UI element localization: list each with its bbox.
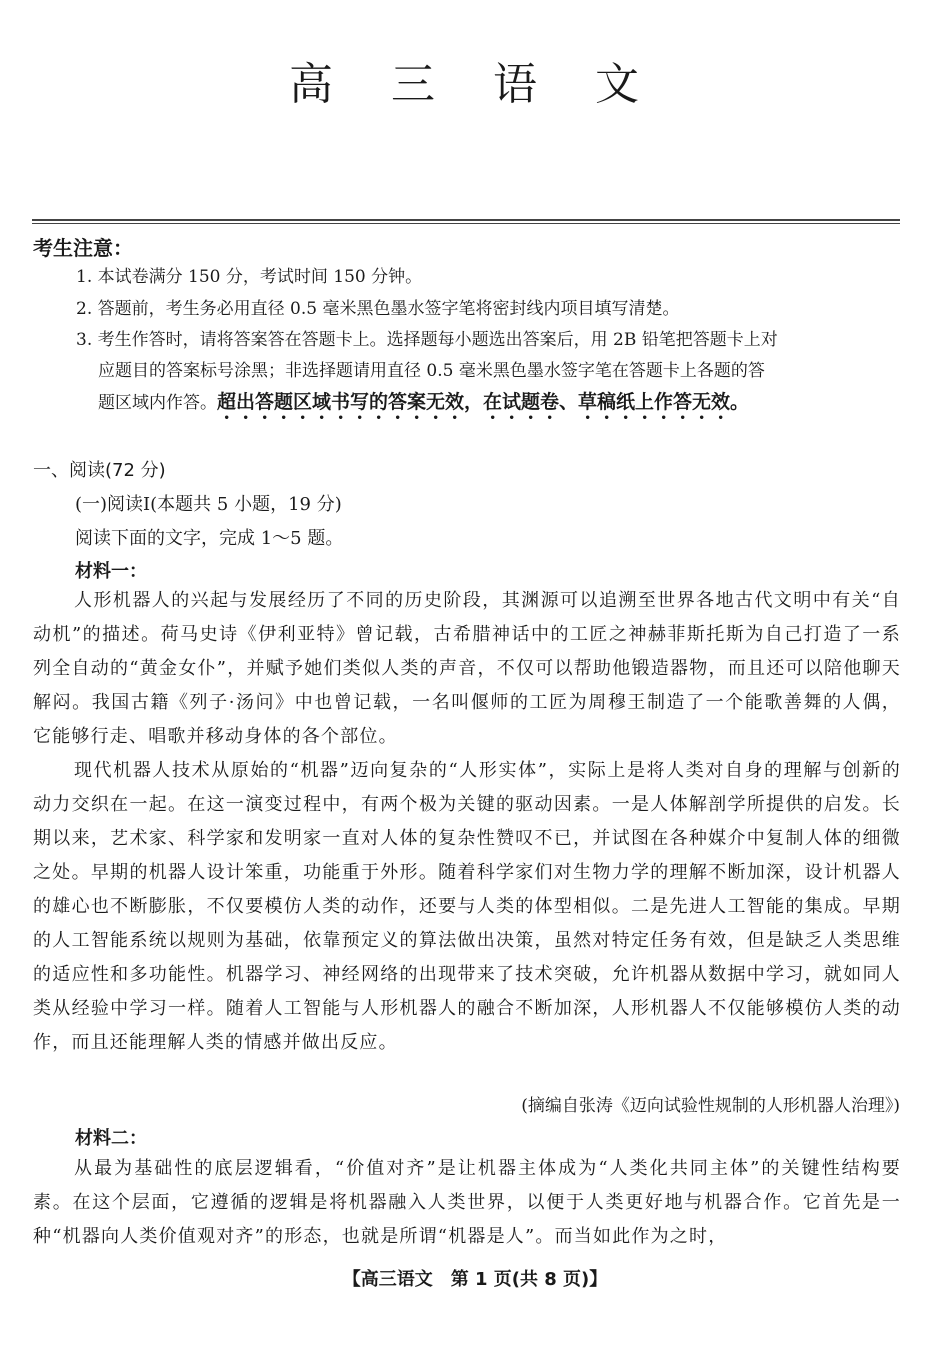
notice-warning: 超出答题区域书写的答案无效，在试题卷、草稿纸上作答无效。 bbox=[217, 391, 750, 413]
notice-heading: 考生注意： bbox=[33, 236, 133, 260]
page-title: 高 三 语 文 bbox=[289, 59, 661, 110]
header-rule bbox=[32, 219, 900, 221]
material-1-source: (摘编自张涛《迈向试验性规制的人形机器人治理》) bbox=[521, 1096, 900, 1116]
notice-item-1: 1. 本试卷满分 150 分，考试时间 150 分钟。 bbox=[76, 267, 423, 287]
page-footer: 【高三语文 第 1 页(共 8 页)】 bbox=[342, 1269, 608, 1290]
material-2-label: 材料二： bbox=[75, 1128, 147, 1149]
material-1-paragraph-1: 人形机器人的兴起与发展经历了不同的历史阶段，其渊源可以追溯至世界各地古代文明中有关“自动机”的描述。荷马史诗《伊利亚特》曾记载，古希腊神话中的工匠之神赫菲斯托斯为自己打造了一系列全自动的“黄金女仆”，并赋予她们类似人类的声音，不仅可以帮助他锻造器物，而且还可以陪他聊天解闷。我国古籍《列子·汤问》中也曾记载，一名叫偃师的工匠为周穆王制造了一个能歌善舞的人偶，它能够行走、唱歌并移动身体的各个部位。 bbox=[33, 590, 901, 747]
material-1-label: 材料一： bbox=[75, 561, 147, 582]
notice-item-3-text: 题区域内作答。 bbox=[98, 393, 217, 413]
instruction: 阅读下面的文字，完成 1～5 题。 bbox=[75, 528, 344, 549]
notice-item-3-line-2: 应题目的答案标号涂黑；非选择题请用直径 0.5 毫米黑色墨水签字笔在答题卡上各题的答 bbox=[98, 361, 765, 381]
notice-item-3-line-1: 3. 考生作答时，请将答案答在答题卡上。选择题每小题选出答案后，用 2B 铅笔把答题卡上对 bbox=[76, 330, 778, 350]
section-heading: 一、阅读(72 分) bbox=[33, 460, 166, 481]
material-2-paragraph-1: 从最为基础性的底层逻辑看，“价值对齐”是让机器主体成为“人类化共同主体”的关键性结构要素。在这个层面，它遵循的逻辑是将机器融入人类世界，以便于人类更好地与机器合作。它首先是一种“机器向人类价值观对齐”的形态，也就是所谓“机器是人”。而当如此作为之时， bbox=[33, 1158, 901, 1247]
header-rule-thin bbox=[32, 223, 900, 224]
notice-item-2: 2. 答题前，考生务必用直径 0.5 毫米黑色墨水签字笔将密封线内项目填写清楚。 bbox=[76, 299, 680, 319]
subsection-heading: (一)阅读Ⅰ(本题共 5 小题，19 分) bbox=[75, 494, 342, 515]
material-1-paragraph-2: 现代机器人技术从原始的“机器”迈向复杂的“人形实体”，实际上是将人类对自身的理解与创新的动力交织在一起。在这一演变过程中，有两个极为关键的驱动因素。一是人体解剖学所提供的启发。长期以来，艺术家、科学家和发明家一直对人体的复杂性赞叹不已，并试图在各种媒介中复制人体的细微之处。早期的机器人设计笨重，功能重于外形。随着科学家们对生物力学的理解不断加深，设计机器人的雄心也不断膨胀，不仅要模仿人类的动作，还要与人类的体型相似。二是先进人工智能的集成。早期的人工智能系统以规则为基础，依靠预定义的算法做出决策，虽然对特定任务有效，但是缺乏人类思维的适应性和多功能性。机器学习、神经网络的出现带来了技术突破，允许机器从数据中学习，就如同人类从经验中学习一样。随着人工智能与人形机器人的融合不断加深，人形机器人不仅能够模仿人类的动作，而且还能理解人类的情感并做出反应。 bbox=[33, 760, 901, 1053]
notice-item-3-line-3 bbox=[98, 387, 901, 424]
